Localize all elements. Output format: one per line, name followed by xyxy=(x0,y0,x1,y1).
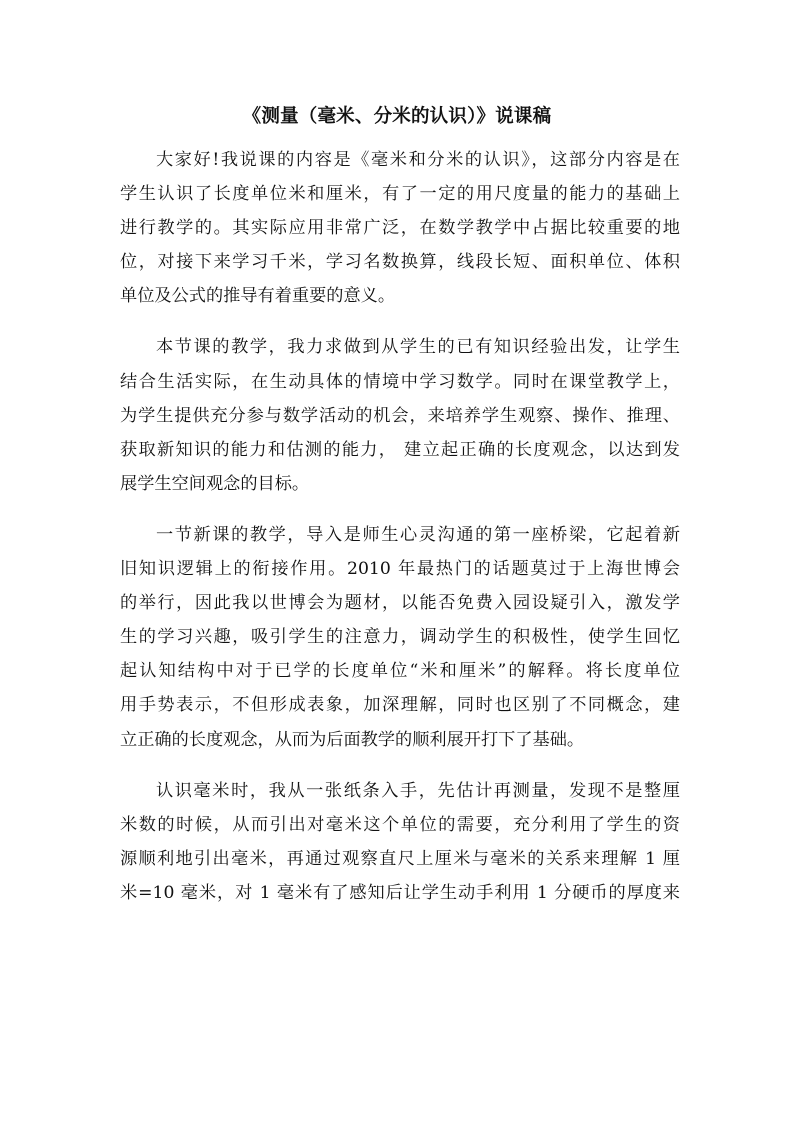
paragraph-gap xyxy=(120,501,680,518)
paragraph-gap xyxy=(120,757,680,774)
paragraph-4-line-4: 米=10 毫米，对 1 毫米有了感知后让学生动手利用 1 分硬币的厚度来 xyxy=(120,882,680,903)
paragraph-4-line-2: 米数的时候，从而引出对毫米这个单位的需要，充分利用了学生的资 xyxy=(120,814,680,835)
paragraph-2-line-2: 结合生活实际，在生动具体的情境中学习数学。同时在课堂教学上， xyxy=(120,371,680,392)
paragraph-1-line-2: 学生认识了长度单位米和厘米，有了一定的用尺度量的能力的基础上 xyxy=(120,184,680,205)
paragraph-1-line-3: 进行教学的。其实际应用非常广泛，在数学教学中占据比较重要的地 xyxy=(120,218,680,239)
paragraph-3-line-2: 旧知识逻辑上的衔接作用。2010 年最热门的话题莫过于上海世博会 xyxy=(120,559,680,580)
paragraph-2-line-5: 展学生空间观念的目标。 xyxy=(120,473,310,494)
paragraph-2-line-3: 为学生提供充分参与数学活动的机会，来培养学生观察、操作、推理、 xyxy=(120,405,680,426)
paragraph-1-line-1: 大家好!我说课的内容是《毫米和分米的认识》，这部分内容是在 xyxy=(156,150,680,170)
paragraph-4-line-3: 源顺利地引出毫米，再通过观察直尺上厘米与毫米的关系来理解 1 厘 xyxy=(120,848,680,869)
paragraph-1-line-5: 单位及公式的推导有着重要的意义。 xyxy=(120,286,396,307)
paragraph-3-line-7: 立正确的长度观念，从而为后面教学的顺利展开打下了基础。 xyxy=(120,729,585,750)
paragraph-gap xyxy=(120,313,680,330)
paragraph-1-line-4: 位，对接下来学习千米，学习名数换算，线段长短、面积单位、体积 xyxy=(120,252,680,273)
document-body xyxy=(120,143,680,910)
paragraph-3-line-6: 用手势表示，不但形成表象，加深理解，同时也区别了不同概念，建 xyxy=(120,695,680,716)
document-title: 《测量（毫米、分米的认识）》说课稿 xyxy=(242,106,552,127)
paragraph-3-line-5: 起认知结构中对于已学的长度单位“米和厘米”的解释。将长度单位 xyxy=(120,661,680,682)
paragraph-3-line-3: 的举行，因此我以世博会为题材，以能否免费入园设疑引入，激发学 xyxy=(120,593,680,614)
paragraph-4-line-1: 认识毫米时，我从一张纸条入手，先估计再测量，发现不是整厘 xyxy=(156,780,680,801)
paragraph-2-line-1: 本节课的教学，我力求做到从学生的已有知识经验出发，让学生 xyxy=(156,337,680,358)
paragraph-2-line-4: 获取新知识的能力和估测的能力， 建立起正确的长度观念，以达到发 xyxy=(120,439,680,460)
paragraph-3-line-1: 一节新课的教学，导入是师生心灵沟通的第一座桥梁，它起着新 xyxy=(156,524,680,545)
paragraph-3-line-4: 生的学习兴趣，吸引学生的注意力，调动学生的积极性，使学生回忆 xyxy=(120,627,680,648)
